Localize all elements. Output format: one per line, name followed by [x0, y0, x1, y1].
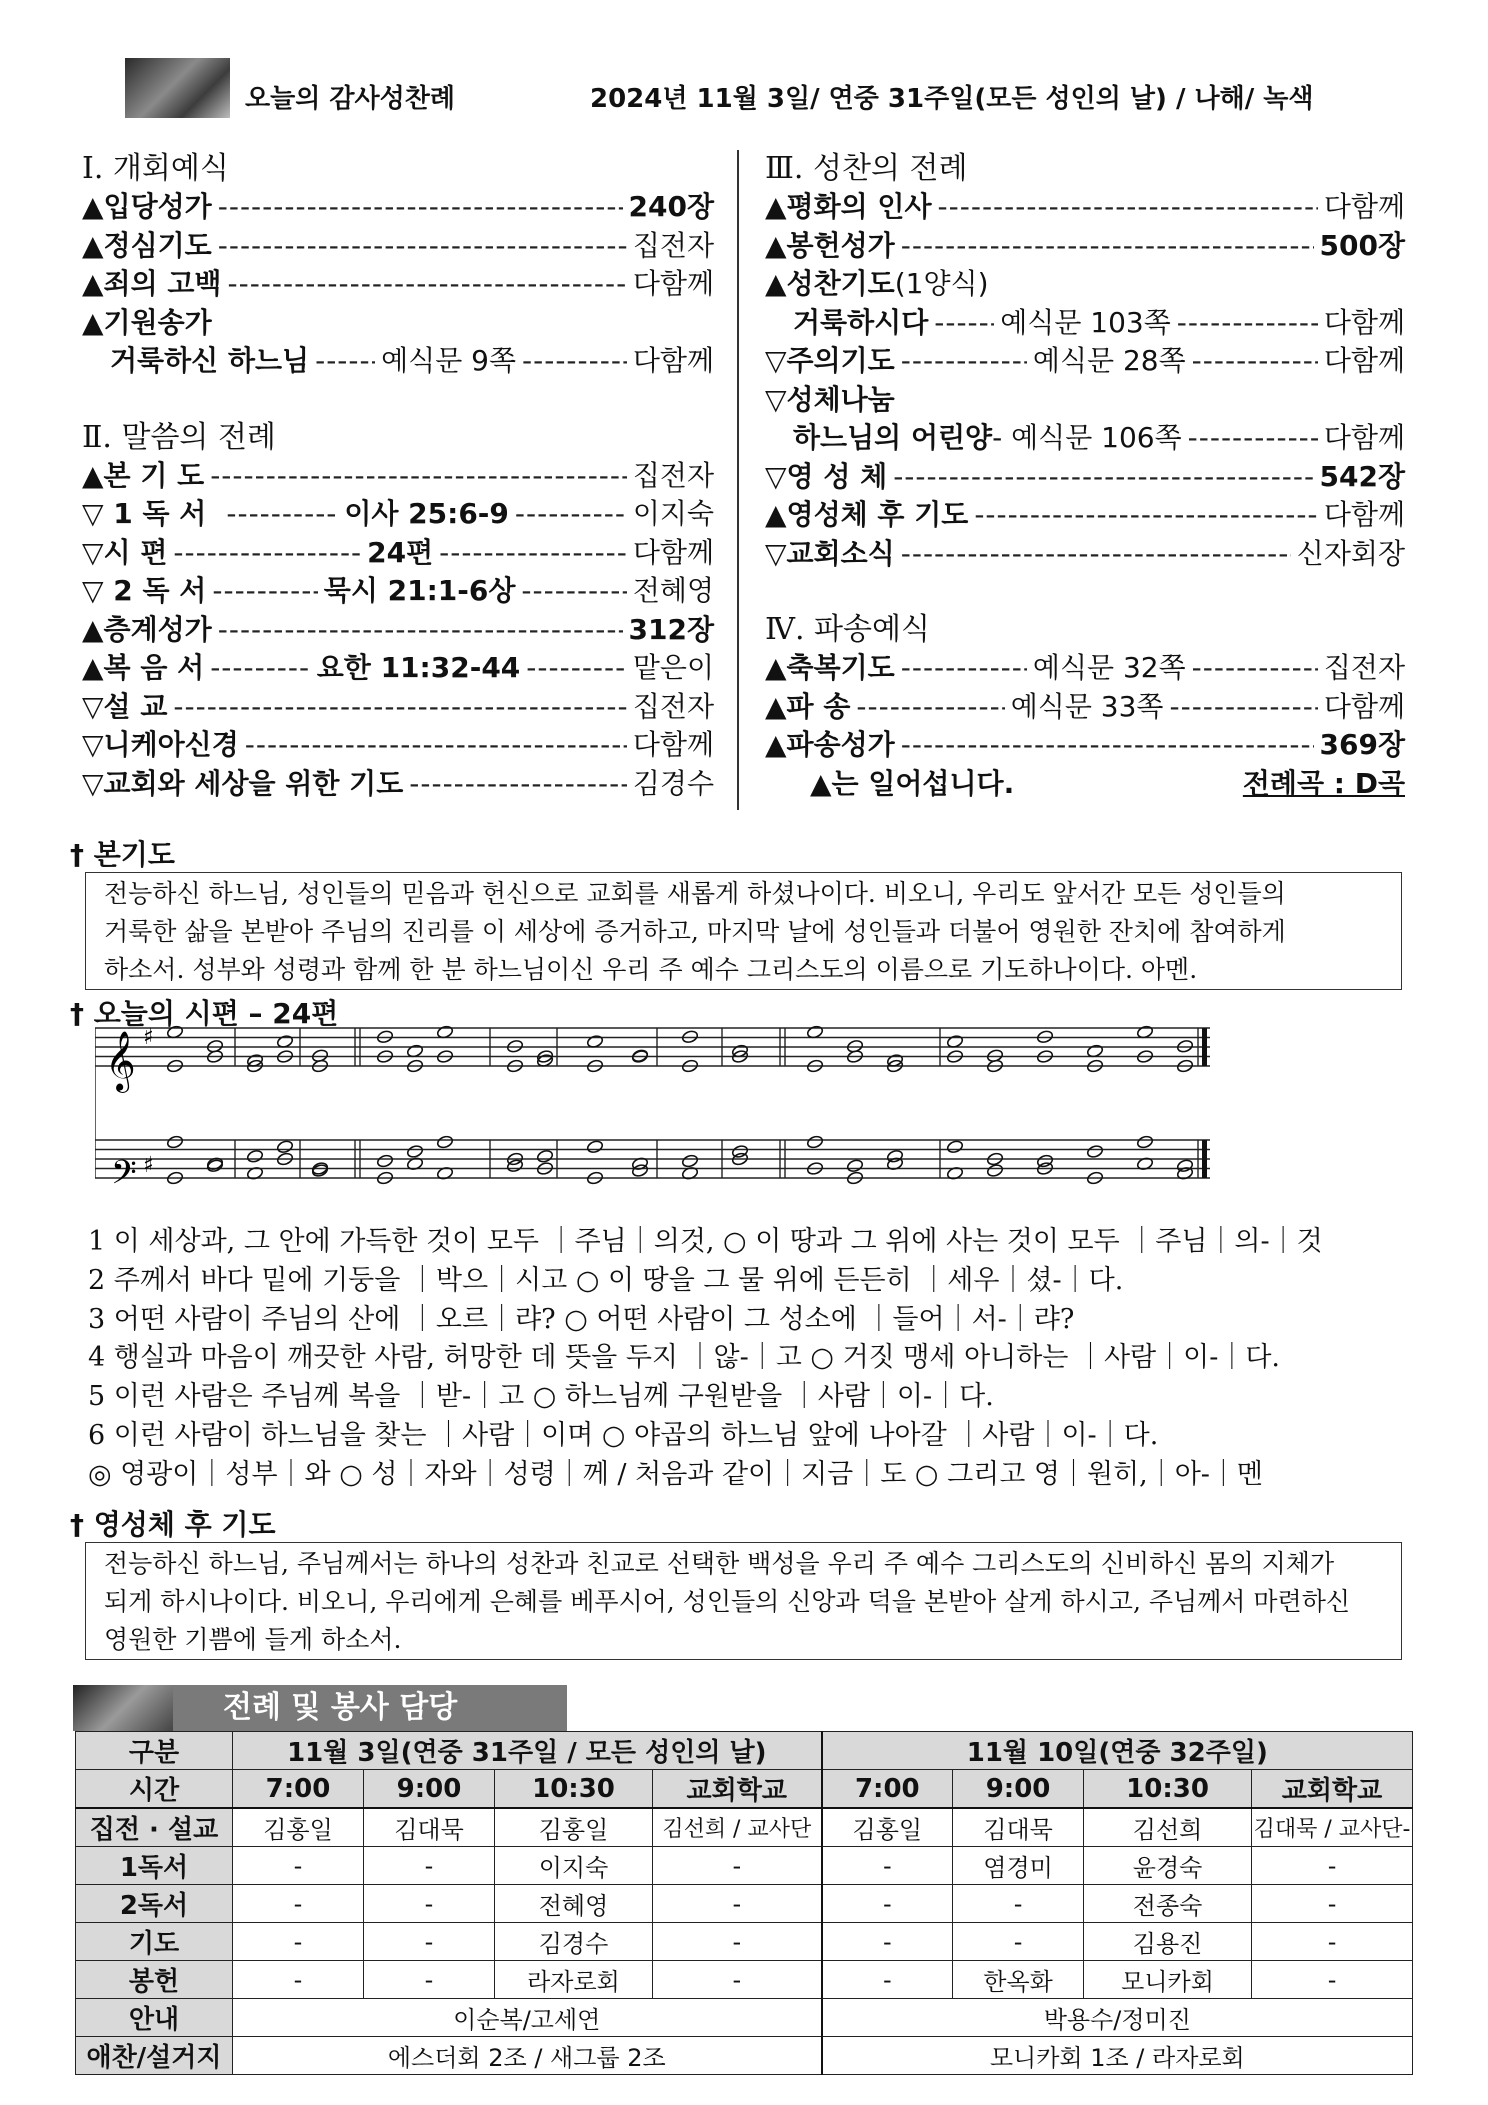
duty-photo [73, 1685, 173, 1731]
table-row: 안내 이순복/고세연 박용수/정미진 [76, 1999, 1413, 2037]
order-item: ▽니케아신경 ----- 다함께 [82, 726, 714, 765]
collect-heading: † 본기도 [70, 838, 175, 871]
svg-text:♯: ♯ [143, 1153, 154, 1178]
postcommunion-line: 영원한 기쁨에 들게 하소서. [104, 1625, 402, 1654]
psalm-verse: 1 이 세상과, 그 안에 가득한 것이 모두 ｜주님｜의것, ○ 이 땅과 그 위에 사는 것이 모두 ｜주님｜의-｜것 [88, 1226, 1323, 1257]
order-item: ▽ 1 독 서 ----- 이사 25:6-9 ----- 이지숙 [82, 495, 714, 534]
page-title: 오늘의 감사성찬례 [245, 84, 455, 114]
table-row: 1독서 - - 이지숙 - - 염경미 윤경숙 - [76, 1847, 1413, 1885]
table-row: 집전 · 설교 김홍일 김대묵 김홍일 김선희 / 교사단 김홍일 김대묵 김선희 김대묵 / 교사단- [76, 1808, 1413, 1847]
tune-note: 전례곡 : D곡 [1242, 766, 1405, 800]
order-item: ▽ 2 독 서 ----- 묵시 21:1-6상 ----- 전혜영 [82, 572, 714, 611]
order-item: ▲봉헌성가 ----- 500장 [765, 227, 1405, 266]
psalm-verse: 4 행실과 마음이 깨끗한 사람, 허망한 데 뜻을 두지 ｜않-｜고 ○ 거짓 맹세 아니하는 ｜사람｜이-｜다. [88, 1342, 1281, 1374]
order-item: ▲평화의 인사 ----- 다함께 [765, 188, 1405, 227]
column-divider [737, 150, 739, 810]
order-item: ▲본 기 도 ----- 집전자 [82, 457, 714, 496]
order-item: ▲입당성가 ----- 240장 [82, 188, 714, 227]
section-title-eucharist: Ⅲ. 성찬의 전례 [765, 151, 968, 186]
stand-note: ▲는 일어섭니다. [810, 766, 1015, 800]
psalm-gloria: ◎ 영광이｜성부｜와 ○ 성｜자와｜성령｜께 / 처음과 같이｜지금｜도 ○ 그리고 영｜원히,｜아-｜멘 [88, 1458, 1264, 1490]
order-item: ▽영 성 체 ----- 542장 [765, 458, 1405, 497]
order-item: ▽교회와 세상을 위한 기도 ----- 김경수 [82, 765, 714, 804]
duty-title: 전례 및 봉사 담당 [173, 1685, 567, 1731]
psalm-chant-score [95, 1020, 1210, 1210]
order-item: ▲축복기도 ----- 예식문 32쪽 ----- 집전자 [765, 649, 1405, 688]
order-item: ▲복 음 서 ----- 요한 11:32-44 ----- 맡은이 [82, 649, 714, 688]
order-item: 하느님의 어린양 - 예식문 106쪽 ----- 다함께 [765, 419, 1405, 458]
duty-table [75, 1731, 1413, 2075]
table-row: 애찬/설거지 에스더회 2조 / 새그룹 2조 모니카회 1조 / 라자로회 [76, 2037, 1413, 2075]
order-item: ▽설 교 ----- 집전자 [82, 688, 714, 727]
postcommunion-line: 되게 하시나이다. 비오니, 우리에게 은혜를 베푸시어, 성인들의 신앙과 덕을 본받아 살게 하시고, 주님께서 마련하신 [104, 1587, 1350, 1616]
order-item: ▲파 송 ----- 예식문 33쪽 ----- 다함께 [765, 688, 1405, 727]
psalm-verse: 5 이런 사람은 주님께 복을 ｜받-｜고 ○ 하느님께 구원받을 ｜사람｜이-｜다. [88, 1381, 994, 1413]
order-item: ▽주의기도 ----- 예식문 28쪽 ----- 다함께 [765, 342, 1405, 381]
clean-2: 모니카회 1조 / 라자로회 [822, 2037, 1413, 2075]
order-item: 거룩하신 하느님 ----- 예식문 9쪽 ----- 다함께 [82, 342, 714, 381]
order-notes [765, 765, 1405, 804]
collect-line: 전능하신 하느님, 성인들의 믿음과 헌신으로 교회를 새롭게 하셨나이다. 비오니, 우리도 앞서간 모든 성인들의 [104, 879, 1286, 908]
postcommunion-box [85, 1542, 1402, 1660]
table-row: 기도 - - 김경수 - - - 김용진 - [76, 1923, 1413, 1961]
guide-2: 박용수/정미진 [822, 1999, 1413, 2037]
order-item: 거룩하시다 ----- 예식문 103쪽 ----- 다함께 [765, 304, 1405, 343]
order-item: ▲죄의 고백 ----- 다함께 [82, 265, 714, 304]
date-2: 11월 10일(연중 32주일) [822, 1732, 1413, 1770]
order-item: ▲파송성가 ----- 369장 [765, 726, 1405, 765]
section-title-word: Ⅱ. 말씀의 전례 [82, 419, 276, 455]
order-item: ▽교회소식 ----- 신자회장 [765, 535, 1405, 574]
order-item: ▲영성체 후 기도 ----- 다함께 [765, 496, 1405, 535]
collect-line: 하소서. 성부와 성령과 함께 한 분 하느님이신 우리 주 예수 그리스도의 이름으로 기도하나이다. 아멘. [104, 955, 1198, 984]
collect-box [85, 872, 1402, 990]
order-item: ▲성찬기도 (1양식) [765, 267, 989, 300]
bass-clef-icon: 𝄢 [111, 1154, 137, 1200]
order-item: ▲층계성가 ----- 312장 [82, 611, 714, 650]
order-right-column [765, 150, 1405, 803]
table-row [76, 1732, 1413, 1770]
col-head: 구분 [76, 1732, 233, 1770]
order-left-column [82, 150, 714, 803]
table-row: 봉헌 - - 라자로회 - - 한옥화 모니카회 - [76, 1961, 1413, 1999]
psalm-verse: 6 이런 사람이 하느님을 찾는 ｜사람｜이며 ○ 야곱의 하느님 앞에 나아갈 ｜사람｜이-｜다. [88, 1419, 1159, 1451]
guide-1: 이순복/고세연 [233, 1999, 822, 2037]
header-photo [125, 58, 230, 118]
postcommunion-heading: † 영성체 후 기도 [70, 1508, 276, 1541]
order-item: ▲기원송가 [82, 305, 212, 339]
psalm-verse: 2 주께서 바다 밑에 기둥을 ｜박으｜시고 ○ 이 땅을 그 물 위에 든든히 ｜세우｜셨-｜다. [88, 1264, 1124, 1296]
order-item: ▽시 편 ----- 24편 ----- 다함께 [82, 534, 714, 573]
postcommunion-line: 전능하신 하느님, 주님께서는 하나의 성찬과 친교로 선택한 백성을 우리 주 예수 그리스도의 신비하신 몸의 지체가 [104, 1549, 1335, 1578]
svg-text:♯: ♯ [143, 1025, 154, 1050]
order-item: ▲정심기도 ----- 집전자 [82, 227, 714, 266]
clean-1: 에스더회 2조 / 새그룹 2조 [233, 2037, 822, 2075]
psalm-text [88, 1223, 1418, 1495]
section-title-dismissal: Ⅳ. 파송예식 [765, 612, 930, 647]
psalm-heading: † 오늘의 시편 – 24편 [70, 997, 339, 1030]
section-title-opening: Ⅰ. 개회예식 [82, 151, 229, 186]
duty-banner [73, 1685, 567, 1731]
service-date: 2024년 11월 3일/ 연중 31주일(모든 성인의 날) / 나해/ 녹색 [590, 84, 1314, 114]
collect-line: 거룩한 삶을 본받아 주님의 진리를 이 세상에 증거하고, 마지막 날에 성인들과 더불어 영원한 잔치에 참여하게 [104, 917, 1286, 946]
psalm-verse: 3 어떤 사람이 주님의 산에 ｜오르｜랴? ○ 어떤 사람이 그 성소에 ｜들어｜서-｜랴? [88, 1303, 1075, 1335]
order-item: ▽성체나눔 [765, 382, 895, 416]
date-1: 11월 3일(연중 31주일 / 모든 성인의 날) [233, 1732, 822, 1770]
table-row: 시간 7:00 9:00 10:30 교회학교 7:00 9:00 10:30 교회학교 [76, 1770, 1413, 1809]
treble-clef-icon: 𝄞 [105, 1031, 136, 1091]
table-row: 2독서 - - 전혜영 - - - 전종숙 - [76, 1885, 1413, 1923]
